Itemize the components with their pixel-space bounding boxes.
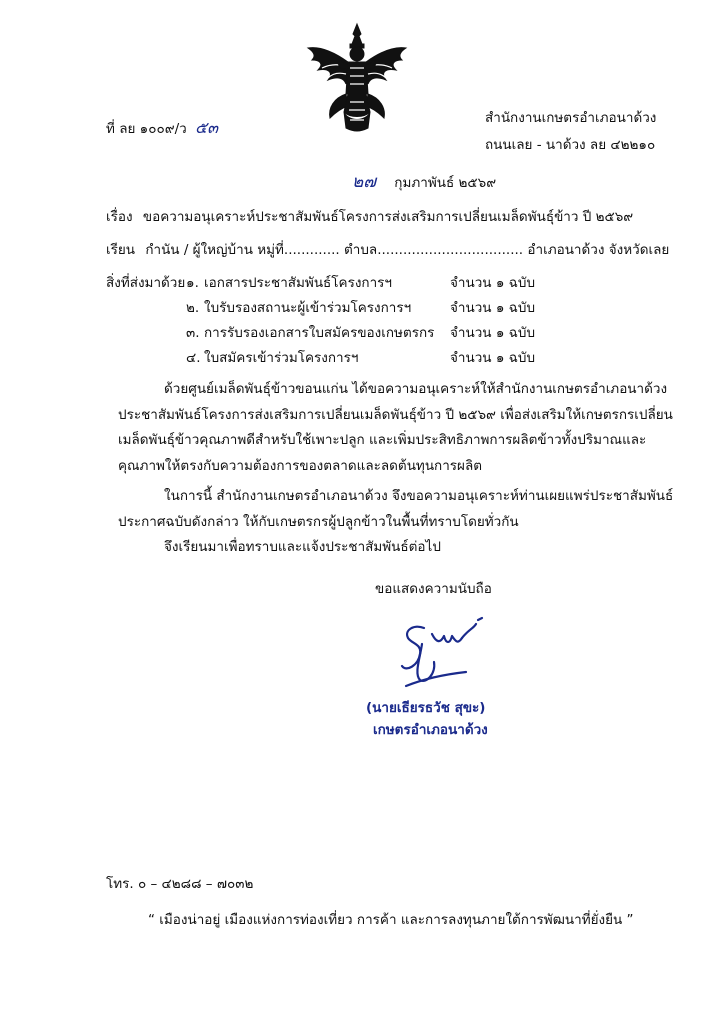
attachment-number: ๑. (186, 275, 199, 291)
attachment-number: ๒. (186, 300, 200, 316)
subject-text: ขอความอนุเคราะห์ประชาสัมพันธ์โครงการส่งเสริมการเปลี่ยนเมล็ดพันธุ์ข้าว ปี ๒๕๖๙ (142, 209, 634, 225)
signatory-position: เกษตรอำเภอนาด้วง (373, 722, 488, 738)
attachment-quantity: จำนวน ๑ ฉบับ (450, 300, 536, 316)
attachment-quantity: จำนวน ๑ ฉบับ (450, 325, 536, 341)
addressee-text: กำนัน / ผู้ใหญ่บ้าน หมู่ที่............. ตำบล.................................. อำเภอนาด้วง จังหวัดเลย (145, 242, 670, 258)
body-paragraph-1-text: ด้วยศูนย์เมล็ดพันธุ์ข้าวขอนแก่น ได้ขอความอนุเคราะห์ให้สำนักงานเกษตรอำเภอนาด้วงประชาสัมพันธ์โครงการส่งเสริมการเปลี่ยนเมล็ดพันธุ์ข้าว ปี ๒๕๖๙ เพื่อส่งเสริมให้เกษตรกรเปลี่ยนเมล็ดพันธุ์ข้าวคุณภาพดีสำหรับใช้เพาะปลูก และเพิ่มประสิทธิภาพการผลิตข้าวทั้งปริมาณและคุณภาพให้ตรงกับความต้องการของตลาดและลดต้นทุนการผลิต (118, 381, 673, 474)
attachment-title: เอกสารประชาสัมพันธ์โครงการฯ (204, 275, 392, 291)
attachment-quantity: จำนวน ๑ ฉบับ (450, 350, 536, 366)
addressee-label: เรียน (106, 242, 136, 258)
body-paragraph-1 (118, 377, 678, 479)
reference-number (106, 118, 218, 138)
signatory-name: (นายเธียรธวัช สุขะ) (366, 700, 486, 716)
date-month-year: กุมภาพันธ์ ๒๕๖๙ (394, 175, 497, 191)
body-paragraph-2-text: ในการนี้ สำนักงานเกษตรอำเภอนาด้วง จึงขอความอนุเคราะห์ท่านเผยแพร่ประชาสัมพันธ์ประกาศฉบับดังกล่าว ให้กับเกษตรกรผู้ปลูกข้าวในพื้นที่ทราบโดยทั่วกัน (118, 488, 674, 530)
reference-handwritten-number: ๕๓ (195, 118, 219, 137)
garuda-emblem-icon (304, 22, 410, 134)
document-date (352, 172, 496, 193)
attachment-number: ๔. (186, 350, 201, 366)
body-paragraph-2 (118, 484, 678, 535)
date-day-handwritten: ๒๗ (352, 172, 376, 192)
subject-line (106, 209, 633, 226)
phone-number: โทร. ๐ – ๔๒๘๘ – ๗๐๓๒ (106, 876, 254, 892)
office-address: ถนนเลย - นาด้วง ลย ๔๒๒๑๐ (485, 137, 656, 153)
addressee-line (106, 242, 669, 259)
subject-label: เรื่อง (106, 209, 133, 225)
attachment-number: ๓. (186, 325, 200, 341)
body-paragraph-3: จึงเรียนมาเพื่อทราบและแจ้งประชาสัมพันธ์ต่อไป (164, 539, 441, 555)
attachment-title: ใบรับรองสถานะผู้เข้าร่วมโครงการฯ (204, 300, 412, 316)
reference-prefix: ที่ ลย ๑๐๐๙/ว (106, 121, 187, 137)
closing-salutation: ขอแสดงความนับถือ (375, 581, 492, 597)
attachment-quantity: จำนวน ๑ ฉบับ (450, 275, 536, 291)
slogan: “ เมืองน่าอยู่ เมืองแห่งการท่องเที่ยว การค้า และการลงทุนภายใต้การพัฒนาที่ยั่งยืน ” (148, 912, 634, 928)
office-name: สำนักงานเกษตรอำเภอนาด้วง (485, 110, 657, 126)
attachment-title: การรับรองเอกสารใบสมัครของเกษตรกร (204, 325, 435, 341)
attachment-title: ใบสมัครเข้าร่วมโครงการฯ (204, 350, 359, 366)
attachments-label: สิ่งที่ส่งมาด้วย (106, 275, 186, 291)
handwritten-signature (396, 614, 492, 692)
